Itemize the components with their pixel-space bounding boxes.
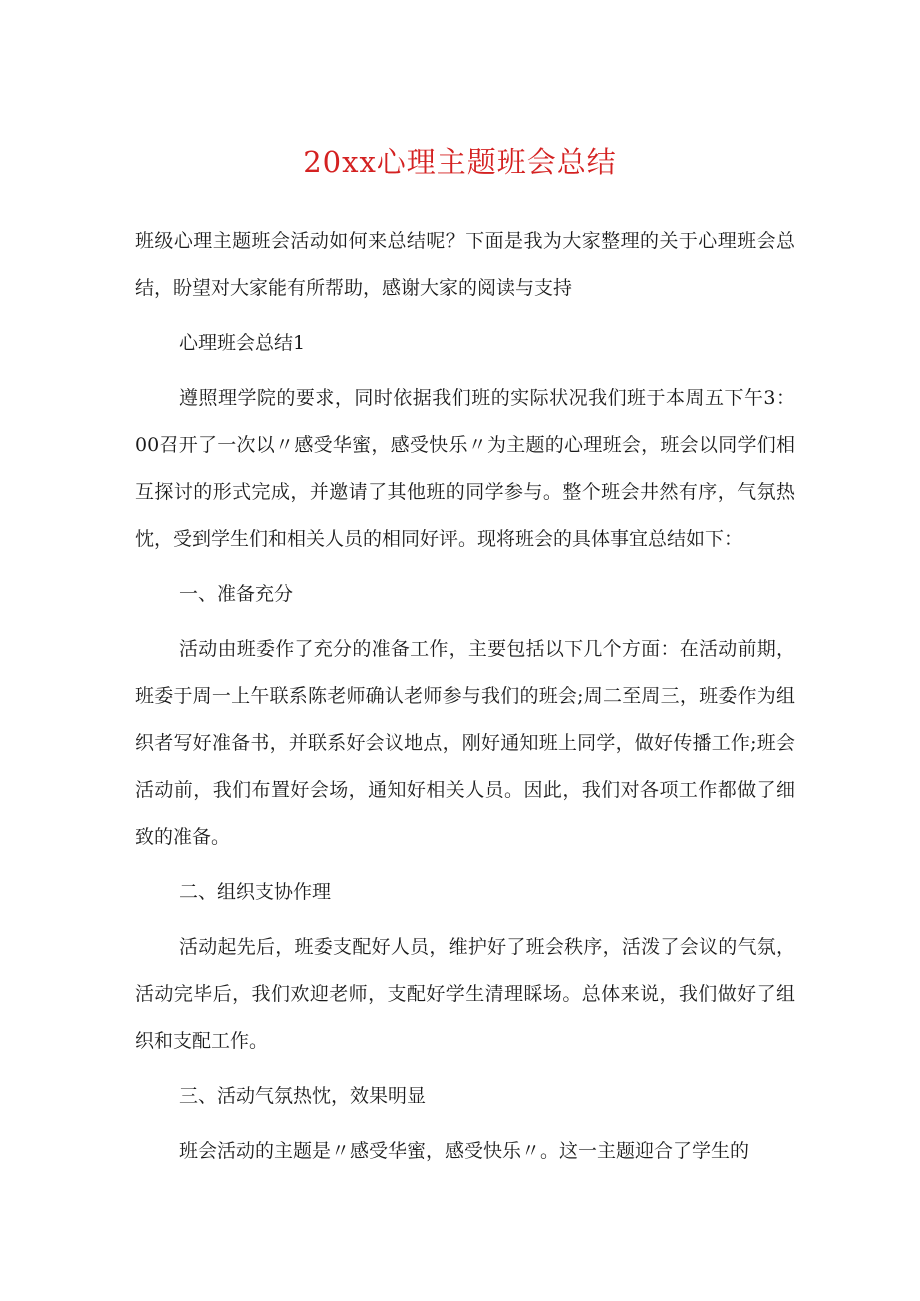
document-body (135, 218, 795, 1175)
heading-3: 三、活动气氛热忱，效果明显 (179, 1085, 427, 1107)
paragraph-4: 班会活动的主题是〃感受华蜜，感受快乐〃。这一主题迎合了学生的 (179, 1140, 750, 1162)
paragraph-1: 遵照理学院的要求，同时依据我们班的实际状况我们班于本周五下午3：00召开了一次以〃感受华蜜，感受快乐〃为主题的心理班会，班会以同学们相互探讨的形式完成，并邀请了其他班的同学参与。整个班会井然有序，气氛热忱，受到学生们和相关人员的相同好评。现将班会的具体事宜总结如下： (135, 387, 795, 550)
paragraph-2: 活动由班委作了充分的准备工作，主要包括以下几个方面：在活动前期，班委于周一上午联系陈老师确认老师参与我们的班会;周二至周三，班委作为组织者写好准备书，并联系好会议地点，刚好通知班上同学，做好传播工作;班会活动前，我们布置好会场，通知好相关人员。因此，我们对各项工作都做了细致的准备。 (135, 638, 795, 848)
heading-1: 一、准备充分 (179, 583, 294, 605)
section-title: 心理班会总结1 (179, 332, 306, 354)
document-title: 20xx心理主题班会总结 (303, 145, 617, 179)
heading-2: 二、组织支协作理 (179, 881, 332, 903)
paragraph-3: 活动起先后，班委支配好人员，维护好了班会秩序，活泼了会议的气氛，活动完毕后，我们欢迎老师，支配好学生清理睬场。总体来说，我们做好了组织和支配工作。 (135, 936, 795, 1052)
intro-paragraph: 班级心理主题班会活动如何来总结呢？下面是我为大家整理的关于心理班会总结，盼望对大家能有所帮助，感谢大家的阅读与支持 (135, 230, 795, 299)
